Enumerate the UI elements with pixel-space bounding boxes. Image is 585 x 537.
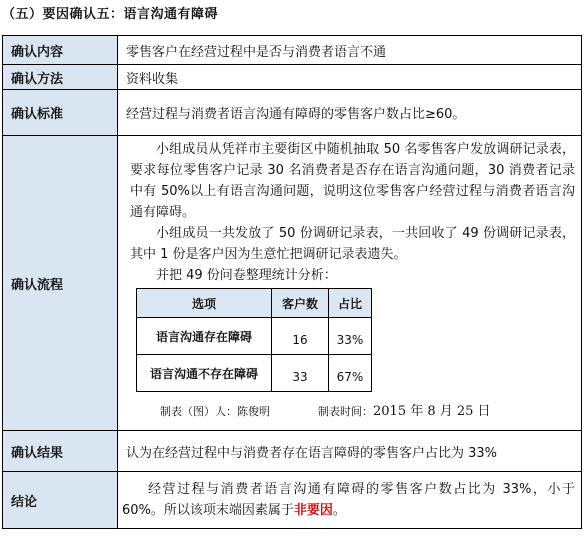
conclusion-highlight: 非要因 <box>293 503 333 518</box>
process-paragraph-1: 小组成员从凭祥市主要街区中随机抽取 50 名零售客户发放调研记录表，要求每位零售客户记录 30 名消费者是否存在语言沟通问题，30 消费者记录中有 50%以上有语言沟通问题，说明这位零售客户经营过程与消费者语言沟通有障碍。 <box>130 142 575 220</box>
row-ratio: 33% <box>329 318 372 355</box>
row-count: 33 <box>272 355 329 392</box>
row-ratio: 67% <box>329 355 372 392</box>
process-paragraph-3: 并把 49 份问卷整理统计分析： <box>156 268 337 283</box>
label-process: 确认流程 <box>3 136 118 431</box>
confirmation-table <box>2 35 582 529</box>
row-method <box>3 65 582 90</box>
conclusion-paragraph <box>122 479 575 521</box>
label-method: 确认方法 <box>3 65 118 90</box>
statistics-header-row <box>137 289 372 318</box>
row-standard <box>3 90 582 136</box>
caption-time-value: 2015 年 8 月 25 日 <box>373 404 491 419</box>
label-conclusion: 结论 <box>3 472 118 529</box>
label-standard: 确认标准 <box>3 90 118 136</box>
process-paragraph-2: 小组成员一共发放了 50 份调研记录表，一共回收了 49 份调研记录表，其中 1 份是客户因为生意忙把调研记录表遗失。 <box>130 226 575 262</box>
conclusion-text: 经营过程与消费者语言沟通有障碍的零售客户数占比为 33%，小于 60%。所以该项末端因素属于 <box>122 482 575 518</box>
value-standard: 经营过程与消费者语言沟通有障碍的零售客户数占比≥60。 <box>118 90 582 136</box>
row-item: 语言沟通存在障碍 <box>137 318 272 355</box>
caption-time-label: 制表时间： <box>318 405 373 418</box>
label-result: 确认结果 <box>3 431 118 472</box>
value-conclusion <box>118 472 582 529</box>
table-caption <box>160 400 581 420</box>
section-heading: （五）要因确认五：语言沟通有障碍 <box>2 7 219 22</box>
table-row <box>137 318 372 355</box>
table-row <box>137 355 372 392</box>
row-process <box>3 136 582 431</box>
value-method: 资料收集 <box>118 65 582 90</box>
row-count: 16 <box>272 318 329 355</box>
header-ratio: 占比 <box>329 289 372 318</box>
header-item: 选项 <box>137 289 272 318</box>
row-conclusion <box>3 472 582 529</box>
row-content <box>3 36 582 65</box>
caption-maker: 制表（图）人：陈俊明 <box>160 405 270 418</box>
conclusion-end: 。 <box>332 503 346 518</box>
statistics-table <box>136 288 372 392</box>
value-process <box>118 136 582 431</box>
label-content: 确认内容 <box>3 36 118 65</box>
row-item: 语言沟通不存在障碍 <box>137 355 272 392</box>
value-result: 认为在经营过程中与消费者存在语言障碍的零售客户占比为 33% <box>118 431 582 472</box>
value-content: 零售客户在经营过程中是否与消费者语言不通 <box>118 36 582 65</box>
header-count: 客户数 <box>272 289 329 318</box>
row-result <box>3 431 582 472</box>
